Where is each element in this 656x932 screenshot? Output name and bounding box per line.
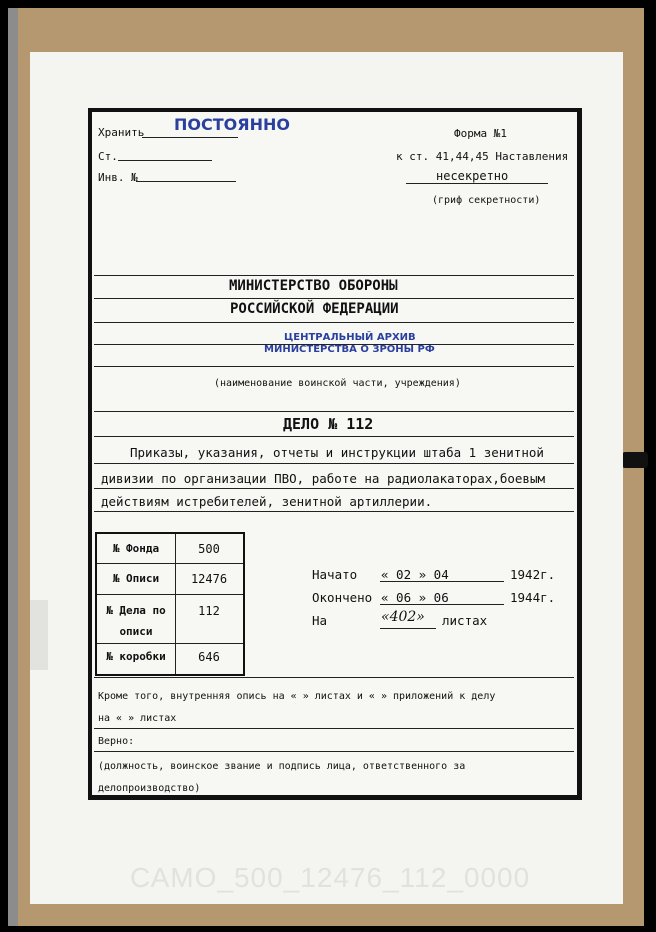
rule <box>94 298 574 299</box>
sheets-underline <box>380 628 436 629</box>
rule <box>94 366 574 367</box>
store-value-stamp: ПОСТОЯННО <box>174 115 290 134</box>
case-description-line-2: дивизии по организации ПВО, работе на радиолакаторах,боевым <box>101 471 546 486</box>
case-title: ДЕЛО № 112 <box>283 415 374 433</box>
sheets-unit: листах <box>442 613 488 628</box>
store-label: Хранить <box>98 126 145 139</box>
start-date: « 02 » 04 <box>381 567 449 582</box>
archive-watermark: САМО_500_12476_112_0000 <box>130 862 531 893</box>
box-value: 646 <box>198 650 220 664</box>
binding-tab <box>622 452 648 468</box>
sheets-label: На <box>312 613 328 628</box>
end-underline <box>380 604 504 605</box>
form-label: Форма №1 <box>454 127 507 140</box>
rule <box>94 411 574 412</box>
store-underline <box>142 137 238 138</box>
rule <box>94 511 574 512</box>
case-description-line-3: действиям истребителей, зенитной артиллерии. <box>101 494 433 509</box>
rule <box>94 488 574 489</box>
delo-value: 112 <box>198 604 220 618</box>
ministry-line-1: МИНИСТЕРСТВО ОБОРОНЫ <box>229 278 398 294</box>
rule <box>94 728 574 729</box>
rule <box>94 751 574 752</box>
unit-caption: (наименование воинской части, учреждения) <box>214 378 461 389</box>
delo-label-2: описи <box>119 625 153 638</box>
rule <box>94 463 574 464</box>
secrecy-underline <box>406 183 548 184</box>
delo-label-1: № Дела по <box>106 604 166 617</box>
sheets-value: «402» <box>381 609 425 625</box>
rule <box>94 322 574 323</box>
start-label: Начато <box>312 567 358 582</box>
ministry-line-2: РОССИЙСКОЙ ФЕДЕРАЦИИ <box>230 301 399 317</box>
table-row-divider <box>97 643 243 644</box>
fond-value: 500 <box>198 542 220 556</box>
start-underline <box>380 581 504 582</box>
opis-label: № Описи <box>112 572 160 585</box>
verified-label: Верно: <box>98 736 135 747</box>
rule <box>94 677 574 678</box>
end-year: 1944г. <box>510 590 556 605</box>
secrecy-caption: (гриф секретности) <box>432 195 541 206</box>
position-line-1: (должность, воинское звание и подпись лица, ответственного за <box>98 761 466 772</box>
st-label: Ст. <box>98 150 118 163</box>
st-reference: к ст. 41,44,45 Наставления <box>396 150 569 163</box>
inventory-line-2: на « » листах <box>98 713 177 724</box>
inv-label: Инв. № <box>98 171 138 184</box>
archive-stamp-line-2: МИНИСТЕРСТВА О ЗРОНЫ РФ <box>264 344 435 355</box>
inventory-line: Кроме того, внутренняя опись на « » листах и « » приложений к делу <box>98 691 496 702</box>
st-underline <box>118 160 212 161</box>
end-date: « 06 » 06 <box>381 590 449 605</box>
rule <box>94 436 574 437</box>
opis-value: 12476 <box>190 572 228 586</box>
rule <box>94 275 574 276</box>
start-year: 1942г. <box>510 567 556 582</box>
end-label: Окончено <box>312 590 373 605</box>
box-label: № коробки <box>106 650 166 663</box>
fond-label: № Фонда <box>112 542 160 555</box>
table-row-divider <box>97 563 243 564</box>
archive-stamp-line-1: ЦЕНТРАЛЬНЫЙ АРХИВ <box>284 332 416 343</box>
secrecy-value: несекретно <box>436 169 509 183</box>
case-description-line-1: Приказы, указания, отчеты и инструкции штаба 1 зенитной <box>130 445 544 460</box>
table-row-divider <box>97 594 243 595</box>
torn-edge <box>30 600 48 670</box>
inv-underline <box>136 181 236 182</box>
position-line-2: делопроизводство) <box>98 783 201 794</box>
